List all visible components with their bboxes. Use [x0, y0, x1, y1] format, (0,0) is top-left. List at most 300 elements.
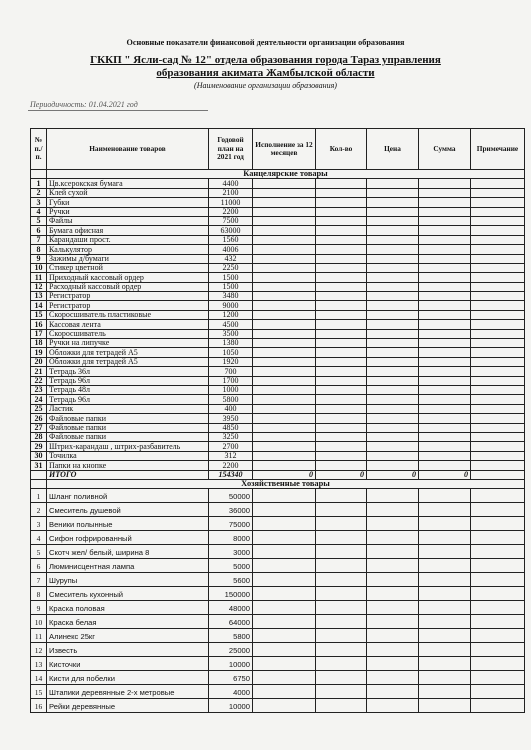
price-cell	[367, 615, 419, 629]
organization-name-line1: ГККП " Ясли-сад № 12" отдела образования города Тараз управления	[90, 54, 441, 66]
row-number: 3	[31, 198, 47, 207]
qty-cell	[316, 517, 367, 531]
table-row	[31, 559, 525, 573]
table-row	[31, 226, 525, 235]
sum-cell	[419, 395, 471, 404]
row-number: 17	[31, 329, 47, 338]
price-cell	[367, 503, 419, 517]
note-cell	[471, 367, 525, 376]
exec-cell	[253, 329, 316, 338]
sum-cell	[419, 357, 471, 366]
exec-cell	[253, 657, 316, 671]
price-cell	[367, 531, 419, 545]
item-name: Краска половая	[47, 601, 209, 615]
qty-cell	[316, 573, 367, 587]
table-row	[31, 601, 525, 615]
sum-cell	[419, 559, 471, 573]
qty-cell	[316, 414, 367, 423]
price-cell	[367, 273, 419, 282]
sum-cell	[419, 414, 471, 423]
note-cell	[471, 348, 525, 357]
item-name: Карандаши прост.	[47, 235, 209, 244]
note-cell	[471, 461, 525, 470]
note-cell	[471, 699, 525, 713]
plan-value: 11000	[209, 198, 253, 207]
row-number: 22	[31, 376, 47, 385]
item-name: Скоросшиватель	[47, 329, 209, 338]
item-name: Приходный кассовый ордер	[47, 273, 209, 282]
price-cell	[367, 404, 419, 413]
note-cell	[471, 235, 525, 244]
table-row	[31, 329, 525, 338]
item-name: Шланг поливной	[47, 489, 209, 503]
sum-cell	[419, 442, 471, 451]
plan-value: 1050	[209, 348, 253, 357]
qty-cell	[316, 263, 367, 272]
price-cell	[367, 414, 419, 423]
qty-cell	[316, 198, 367, 207]
qty-cell	[316, 442, 367, 451]
qty-cell	[316, 367, 367, 376]
price-cell	[367, 559, 419, 573]
section-number-cell	[31, 479, 47, 488]
plan-value: 10000	[209, 699, 253, 713]
plan-value: 36000	[209, 503, 253, 517]
sum-cell	[419, 273, 471, 282]
price-cell	[367, 376, 419, 385]
exec-cell	[253, 503, 316, 517]
plan-value: 7500	[209, 216, 253, 225]
exec-cell	[253, 235, 316, 244]
exec-cell	[253, 699, 316, 713]
sum-cell	[419, 235, 471, 244]
price-cell	[367, 573, 419, 587]
note-cell	[471, 657, 525, 671]
plan-value: 1200	[209, 310, 253, 319]
plan-value: 4006	[209, 245, 253, 254]
row-number: 14	[31, 671, 47, 685]
row-number: 20	[31, 357, 47, 366]
note-cell	[471, 188, 525, 197]
plan-value: 2100	[209, 188, 253, 197]
sum-cell	[419, 451, 471, 460]
price-cell	[367, 601, 419, 615]
qty-cell	[316, 385, 367, 394]
row-number: 18	[31, 339, 47, 348]
exec-cell	[253, 395, 316, 404]
item-name: Скоросшиватель пластиковые	[47, 310, 209, 319]
table-row	[31, 461, 525, 470]
exec-cell	[253, 357, 316, 366]
table-row	[31, 404, 525, 413]
total-qty: 0	[316, 470, 367, 479]
plan-value: 5000	[209, 559, 253, 573]
table-row	[31, 451, 525, 460]
plan-value: 50000	[209, 489, 253, 503]
note-cell	[471, 320, 525, 329]
note-cell	[471, 432, 525, 441]
note-cell	[471, 587, 525, 601]
section-header-row	[31, 170, 525, 179]
price-cell	[367, 348, 419, 357]
exec-cell	[253, 385, 316, 394]
exec-cell	[253, 671, 316, 685]
price-cell	[367, 198, 419, 207]
row-number: 5	[31, 216, 47, 225]
sum-cell	[419, 226, 471, 235]
plan-value: 2250	[209, 263, 253, 272]
qty-cell	[316, 699, 367, 713]
qty-cell	[316, 404, 367, 413]
qty-cell	[316, 235, 367, 244]
item-name: Смеситель кухонный	[47, 587, 209, 601]
row-number: 7	[31, 235, 47, 244]
table-body	[31, 170, 525, 713]
plan-value: 1560	[209, 235, 253, 244]
item-name: Стикер цветной	[47, 263, 209, 272]
total-label: ИТОГО	[47, 470, 209, 479]
price-cell	[367, 245, 419, 254]
price-cell	[367, 461, 419, 470]
table-row	[31, 699, 525, 713]
note-cell	[471, 545, 525, 559]
row-number: 12	[31, 282, 47, 291]
table-row	[31, 545, 525, 559]
exec-cell	[253, 629, 316, 643]
price-cell	[367, 282, 419, 291]
qty-cell	[316, 629, 367, 643]
qty-cell	[316, 273, 367, 282]
qty-cell	[316, 451, 367, 460]
note-cell	[471, 245, 525, 254]
sum-cell	[419, 292, 471, 301]
note-cell	[471, 385, 525, 394]
qty-cell	[316, 685, 367, 699]
price-cell	[367, 235, 419, 244]
note-cell	[471, 451, 525, 460]
exec-cell	[253, 367, 316, 376]
table-row	[31, 367, 525, 376]
col-exec-header: Исполнение за 12 месяцев	[253, 129, 316, 170]
plan-value: 8000	[209, 531, 253, 545]
row-number: 31	[31, 461, 47, 470]
table-row	[31, 442, 525, 451]
item-name: Клей сухой	[47, 188, 209, 197]
item-name: Папки на кнопке	[47, 461, 209, 470]
sum-cell	[419, 329, 471, 338]
exec-cell	[253, 461, 316, 470]
plan-value: 700	[209, 367, 253, 376]
sum-cell	[419, 367, 471, 376]
plan-value: 4500	[209, 320, 253, 329]
table-row	[31, 629, 525, 643]
table-row	[31, 320, 525, 329]
qty-cell	[316, 216, 367, 225]
note-cell	[471, 559, 525, 573]
price-cell	[367, 226, 419, 235]
exec-cell	[253, 573, 316, 587]
row-number: 10	[31, 615, 47, 629]
plan-value: 1500	[209, 273, 253, 282]
row-number: 14	[31, 301, 47, 310]
qty-cell	[316, 545, 367, 559]
table-row	[31, 273, 525, 282]
exec-cell	[253, 545, 316, 559]
note-cell	[471, 395, 525, 404]
table-row	[31, 282, 525, 291]
note-cell	[471, 414, 525, 423]
exec-cell	[253, 339, 316, 348]
exec-cell	[253, 404, 316, 413]
table-row	[31, 254, 525, 263]
sum-cell	[419, 423, 471, 432]
item-name: Расходный кассовый ордер	[47, 282, 209, 291]
row-number: 24	[31, 395, 47, 404]
price-cell	[367, 263, 419, 272]
note-cell	[471, 615, 525, 629]
exec-cell	[253, 559, 316, 573]
row-number: 8	[31, 587, 47, 601]
exec-cell	[253, 245, 316, 254]
price-cell	[367, 451, 419, 460]
col-qty-header: Кол-во	[316, 129, 367, 170]
price-cell	[367, 188, 419, 197]
col-price-header: Цена	[367, 129, 419, 170]
item-name: Зажимы д/бумаги	[47, 254, 209, 263]
qty-cell	[316, 329, 367, 338]
table-row	[31, 671, 525, 685]
sum-cell	[419, 254, 471, 263]
note-cell	[471, 442, 525, 451]
period-label: Периодичность: 01.04.2021 год	[30, 100, 138, 109]
total-sum: 0	[419, 470, 471, 479]
qty-cell	[316, 531, 367, 545]
exec-cell	[253, 615, 316, 629]
item-name: Ручки	[47, 207, 209, 216]
plan-value: 10000	[209, 657, 253, 671]
table-row	[31, 263, 525, 272]
sum-cell	[419, 489, 471, 503]
price-cell	[367, 423, 419, 432]
item-name: Точилка	[47, 451, 209, 460]
note-cell	[471, 423, 525, 432]
item-name: Ластик	[47, 404, 209, 413]
sum-cell	[419, 198, 471, 207]
row-number: 5	[31, 545, 47, 559]
exec-cell	[253, 451, 316, 460]
sum-cell	[419, 517, 471, 531]
sum-cell	[419, 263, 471, 272]
row-number: 6	[31, 559, 47, 573]
table-row	[31, 301, 525, 310]
row-number: 7	[31, 573, 47, 587]
row-number: 21	[31, 367, 47, 376]
price-cell	[367, 385, 419, 394]
sum-cell	[419, 531, 471, 545]
sum-cell	[419, 245, 471, 254]
exec-cell	[253, 414, 316, 423]
report-title: Основные показатели финансовой деятельности организации образования	[126, 38, 405, 47]
table-row	[31, 292, 525, 301]
plan-value: 25000	[209, 643, 253, 657]
item-name: Обложки для тетрадей А5	[47, 348, 209, 357]
section-title: Хозяйственные товары	[47, 479, 525, 488]
exec-cell	[253, 263, 316, 272]
table-row	[31, 385, 525, 394]
exec-cell	[253, 531, 316, 545]
sum-cell	[419, 385, 471, 394]
qty-cell	[316, 376, 367, 385]
row-number: 27	[31, 423, 47, 432]
item-name: Алинекс 25кг	[47, 629, 209, 643]
exec-cell	[253, 320, 316, 329]
item-name: Файловые папки	[47, 423, 209, 432]
item-name: Штапики деревянные 2-х метровые	[47, 685, 209, 699]
table-row	[31, 615, 525, 629]
table-row	[31, 235, 525, 244]
table-row	[31, 188, 525, 197]
table-row	[31, 348, 525, 357]
sum-cell	[419, 404, 471, 413]
qty-cell	[316, 461, 367, 470]
note-cell	[471, 531, 525, 545]
sum-cell	[419, 207, 471, 216]
table-row	[31, 376, 525, 385]
row-number: 25	[31, 404, 47, 413]
plan-value: 3950	[209, 414, 253, 423]
item-name: Файлы	[47, 216, 209, 225]
item-name: Регистратор	[47, 301, 209, 310]
row-number: 19	[31, 348, 47, 357]
row-number: 1	[31, 179, 47, 188]
table-header-row	[31, 129, 525, 170]
note-cell	[471, 282, 525, 291]
total-note	[471, 470, 525, 479]
total-number-cell	[31, 470, 47, 479]
sum-cell	[419, 179, 471, 188]
note-cell	[471, 517, 525, 531]
organization-name-line2: образования акимата Жамбылской области	[156, 67, 375, 79]
sum-cell	[419, 699, 471, 713]
sum-cell	[419, 461, 471, 470]
exec-cell	[253, 517, 316, 531]
row-number: 23	[31, 385, 47, 394]
price-cell	[367, 301, 419, 310]
section-number-cell	[31, 170, 47, 179]
sum-cell	[419, 282, 471, 291]
table-row	[31, 423, 525, 432]
note-cell	[471, 685, 525, 699]
price-cell	[367, 489, 419, 503]
price-cell	[367, 685, 419, 699]
plan-value: 5800	[209, 629, 253, 643]
exec-cell	[253, 601, 316, 615]
price-cell	[367, 329, 419, 338]
note-cell	[471, 357, 525, 366]
note-cell	[471, 207, 525, 216]
exec-cell	[253, 198, 316, 207]
col-num-header: № п./п.	[31, 129, 47, 170]
plan-value: 2700	[209, 442, 253, 451]
exec-cell	[253, 685, 316, 699]
price-cell	[367, 517, 419, 531]
price-cell	[367, 339, 419, 348]
sum-cell	[419, 301, 471, 310]
plan-value: 48000	[209, 601, 253, 615]
note-cell	[471, 643, 525, 657]
plan-value: 3500	[209, 329, 253, 338]
plan-value: 9000	[209, 301, 253, 310]
exec-cell	[253, 301, 316, 310]
item-name: Цв.ксерокская бумага	[47, 179, 209, 188]
plan-value: 63000	[209, 226, 253, 235]
exec-cell	[253, 348, 316, 357]
qty-cell	[316, 254, 367, 263]
table-row	[31, 432, 525, 441]
table-row	[31, 657, 525, 671]
table-row	[31, 531, 525, 545]
exec-cell	[253, 179, 316, 188]
qty-cell	[316, 657, 367, 671]
col-plan-header: Годовой план на 2021 год	[209, 129, 253, 170]
item-name: Кисти для побелки	[47, 671, 209, 685]
plan-value: 3250	[209, 432, 253, 441]
item-name: Люминисцентная лампа	[47, 559, 209, 573]
price-cell	[367, 254, 419, 263]
price-cell	[367, 699, 419, 713]
qty-cell	[316, 188, 367, 197]
row-number: 1	[31, 489, 47, 503]
table-row	[31, 207, 525, 216]
exec-cell	[253, 216, 316, 225]
table-row	[31, 573, 525, 587]
price-cell	[367, 442, 419, 451]
sum-cell	[419, 339, 471, 348]
total-plan: 154340	[209, 470, 253, 479]
row-number: 13	[31, 292, 47, 301]
sum-cell	[419, 671, 471, 685]
item-name: Ручки на липучке	[47, 339, 209, 348]
item-name: Веники полынные	[47, 517, 209, 531]
qty-cell	[316, 207, 367, 216]
total-exec: 0	[253, 470, 316, 479]
qty-cell	[316, 339, 367, 348]
table-row	[31, 414, 525, 423]
period-underline	[28, 110, 208, 111]
plan-value: 150000	[209, 587, 253, 601]
plan-value: 1920	[209, 357, 253, 366]
note-cell	[471, 339, 525, 348]
plan-value: 1500	[209, 282, 253, 291]
row-number: 3	[31, 517, 47, 531]
row-number: 15	[31, 685, 47, 699]
qty-cell	[316, 395, 367, 404]
sum-cell	[419, 657, 471, 671]
note-cell	[471, 376, 525, 385]
note-cell	[471, 629, 525, 643]
price-cell	[367, 629, 419, 643]
exec-cell	[253, 376, 316, 385]
exec-cell	[253, 432, 316, 441]
table-row	[31, 517, 525, 531]
exec-cell	[253, 643, 316, 657]
exec-cell	[253, 423, 316, 432]
exec-cell	[253, 442, 316, 451]
note-cell	[471, 216, 525, 225]
item-name: Штрих-карандаш , штрих-разбавитель	[47, 442, 209, 451]
table-row	[31, 216, 525, 225]
total-price: 0	[367, 470, 419, 479]
